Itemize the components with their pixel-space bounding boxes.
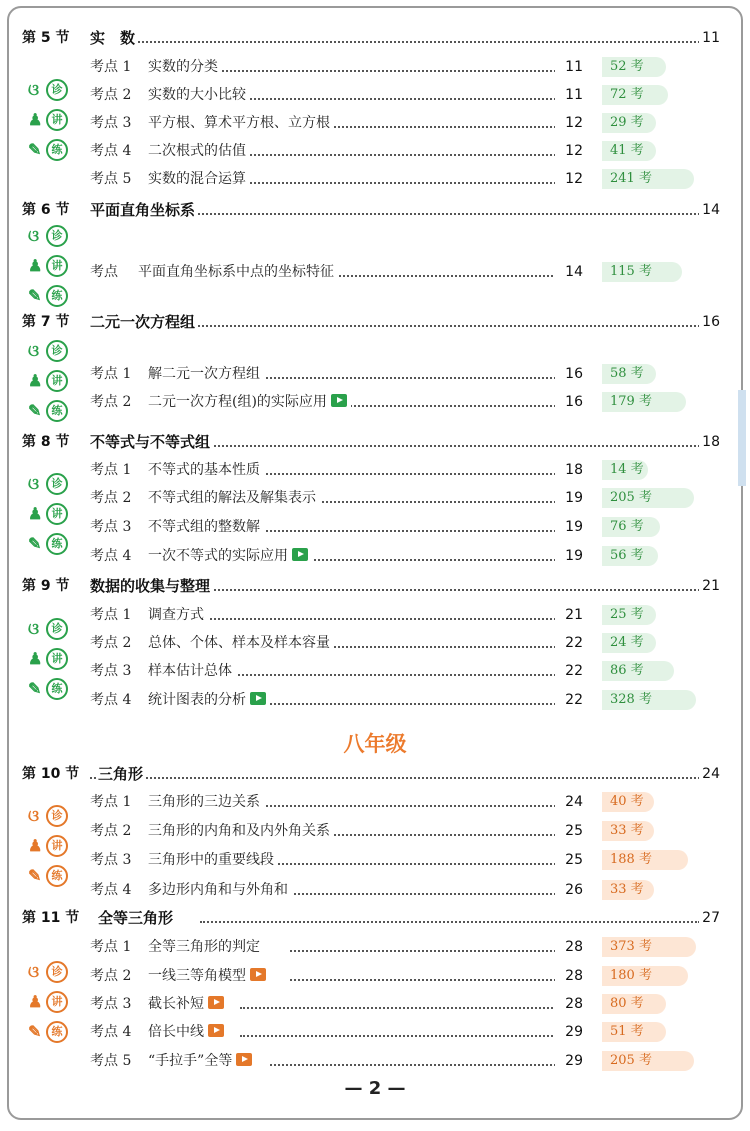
item-label: 考点 4 (90, 548, 132, 564)
section-page: 21 (699, 575, 720, 597)
section-number: 第 6 节 (22, 202, 70, 218)
lecture-icon[interactable] (26, 367, 70, 397)
study-icons (26, 615, 70, 705)
icon-glyph: ♟ (28, 649, 43, 668)
exam-count-badge: 72 考 (602, 85, 668, 105)
item-page: 29 (555, 1050, 583, 1072)
toc-item[interactable] (0, 56, 750, 78)
item-title: 样本估计总体 (148, 660, 236, 682)
item-label: 考点 2 (90, 394, 132, 410)
icon-glyph: ♟ (28, 992, 43, 1011)
section-5-heading[interactable] (0, 27, 750, 49)
item-page: 11 (555, 56, 583, 78)
icon-label: 练 (46, 285, 68, 307)
item-title-text: 截长补短 (148, 996, 204, 1012)
item-label: 考点 1 (90, 59, 132, 75)
video-play-icon[interactable] (292, 548, 308, 561)
icon-glyph: ଓ (28, 619, 40, 638)
icon-label: 诊 (46, 618, 68, 640)
item-title: 多边形内角和与外角和 (148, 879, 292, 901)
item-title-text: 二元一次方程(组)的实际应用 (148, 394, 327, 410)
video-play-icon[interactable] (331, 394, 347, 407)
item-title: 实数的分类 (148, 56, 222, 78)
item-title: 二次根式的估值 (148, 140, 250, 162)
item-label: 考点 1 (90, 366, 132, 382)
item-title: 不等式组的解法及解集表示 (148, 487, 320, 509)
item-label: 考点 2 (90, 490, 132, 506)
exam-count-badge: 58 考 (602, 364, 656, 384)
leader-dots (90, 777, 700, 779)
toc-item[interactable] (0, 936, 750, 958)
section-6-heading[interactable] (0, 199, 750, 221)
video-play-icon[interactable] (236, 1053, 252, 1066)
section-page: 16 (699, 311, 720, 333)
icon-glyph: ♟ (28, 371, 43, 390)
leader-dots (240, 1007, 560, 1009)
item-page: 25 (555, 820, 583, 842)
item-label: 考点 1 (90, 462, 132, 478)
item-page: 22 (555, 660, 583, 682)
item-title: 全等三角形的判定 (148, 936, 264, 958)
toc-item[interactable] (0, 660, 750, 682)
section-10-heading[interactable] (0, 763, 750, 785)
toc-item[interactable] (0, 879, 750, 901)
item-label: 考点 5 (90, 171, 132, 187)
section-title: 实 数 (90, 27, 138, 49)
exam-count-badge: 33 考 (602, 880, 654, 900)
item-page: 12 (555, 140, 583, 162)
item-title: 不等式的基本性质 (148, 459, 264, 481)
item-title (148, 545, 312, 567)
practice-icon[interactable] (26, 397, 70, 427)
toc-item[interactable] (0, 261, 750, 283)
item-title: 总体、个体、样本及样本容量 (148, 632, 334, 654)
leader-dots (90, 41, 700, 43)
toc-item[interactable] (0, 1050, 750, 1072)
item-label: 考点 4 (90, 143, 132, 159)
item-page: 12 (555, 112, 583, 134)
item-title: 解二元一次方程组 (148, 363, 264, 385)
icon-label: 练 (46, 139, 68, 161)
diagnose-icon[interactable] (26, 337, 70, 367)
section-number: 第 5 节 (22, 30, 70, 46)
diagnose-icon[interactable] (26, 802, 70, 832)
section-7-heading[interactable] (0, 311, 750, 333)
section-page: 11 (699, 27, 720, 49)
item-title: 三角形中的重要线段 (148, 849, 278, 871)
exam-count-badge: 33 考 (602, 821, 654, 841)
toc-item[interactable] (0, 168, 750, 190)
toc-item[interactable] (0, 363, 750, 385)
toc-item[interactable] (0, 962, 750, 987)
icon-label: 诊 (46, 961, 68, 983)
toc-item[interactable] (0, 689, 750, 711)
section-page: 24 (699, 763, 720, 785)
item-page: 12 (555, 168, 583, 190)
item-page: 24 (555, 791, 583, 813)
icon-label: 诊 (46, 340, 68, 362)
icon-label: 讲 (46, 503, 68, 525)
diagnose-icon[interactable] (26, 470, 70, 500)
item-title: 三角形的内角和及内外角关系 (148, 820, 334, 842)
exam-count-badge: 180 考 (602, 966, 688, 986)
video-play-icon[interactable] (208, 1024, 224, 1037)
item-label: 考点 3 (90, 519, 132, 535)
video-play-icon[interactable] (250, 692, 266, 705)
section-page: 27 (699, 907, 720, 929)
toc-item[interactable] (0, 791, 750, 813)
item-page: 28 (555, 965, 583, 987)
lecture-icon[interactable] (26, 252, 70, 282)
section-number: 第 9 节 (22, 578, 70, 594)
toc-item[interactable] (0, 487, 750, 509)
item-page: 19 (555, 487, 583, 509)
item-title: 三角形的三边关系 (148, 791, 264, 813)
section-title: 二元一次方程组 (90, 311, 198, 333)
icon-label: 练 (46, 865, 68, 887)
item-page: 28 (555, 936, 583, 958)
section-title: 平面直角坐标系 (90, 199, 198, 221)
item-label: 考点 3 (90, 663, 132, 679)
item-title (148, 1050, 256, 1072)
exam-count-badge: 41 考 (602, 141, 656, 161)
section-number: 第 10 节 (22, 766, 80, 782)
diagnose-icon[interactable] (26, 222, 70, 252)
icon-glyph: ✎ (28, 534, 42, 553)
item-label: 考点 1 (90, 794, 132, 810)
icon-glyph: ♟ (28, 836, 43, 855)
item-page: 14 (555, 261, 583, 283)
exam-count-badge: 205 考 (602, 488, 694, 508)
item-title: 平面直角坐标系中点的坐标特征 (138, 261, 338, 283)
icon-label: 诊 (46, 79, 68, 101)
lecture-icon[interactable] (26, 988, 70, 1018)
item-label: 考点 3 (90, 996, 132, 1012)
toc-item[interactable] (0, 84, 750, 106)
section-8-heading[interactable] (0, 431, 750, 453)
icon-glyph: ✎ (28, 679, 42, 698)
exam-count-badge: 86 考 (602, 661, 674, 681)
item-page: 29 (555, 1021, 583, 1043)
exam-count-badge: 52 考 (602, 57, 666, 77)
icon-glyph: ଓ (28, 341, 40, 360)
item-page: 16 (555, 363, 583, 385)
item-label: 考点 3 (90, 115, 132, 131)
item-title-text: 统计图表的分析 (148, 692, 246, 708)
item-title-text: 一次不等式的实际应用 (148, 548, 288, 564)
diagnose-icon[interactable] (26, 76, 70, 106)
item-title-text: “手拉手”全等 (148, 1053, 233, 1069)
exam-count-badge: 51 考 (602, 1022, 666, 1042)
item-label: 考点 5 (90, 1053, 132, 1069)
leader-dots (150, 618, 560, 620)
icon-glyph: ✎ (28, 1022, 42, 1041)
leader-dots (290, 979, 560, 981)
item-label: 考点 1 (90, 607, 132, 623)
item-page: 25 (555, 849, 583, 871)
item-label: 考点 2 (90, 87, 132, 103)
item-page: 26 (555, 879, 583, 901)
study-icons (26, 76, 70, 166)
icon-label: 讲 (46, 370, 68, 392)
item-label: 考点 (90, 264, 118, 280)
video-play-icon[interactable] (208, 996, 224, 1009)
exam-count-badge: 373 考 (602, 937, 696, 957)
practice-icon[interactable] (26, 675, 70, 705)
item-page: 19 (555, 516, 583, 538)
toc-item[interactable] (0, 459, 750, 481)
icon-glyph: ♟ (28, 504, 43, 523)
study-icons (26, 958, 70, 1048)
icon-glyph: ✎ (28, 401, 42, 420)
practice-icon[interactable] (26, 862, 70, 892)
item-title-text: 一线三等角模型 (148, 968, 246, 984)
exam-count-badge: 328 考 (602, 690, 696, 710)
toc-item[interactable] (0, 604, 750, 626)
study-icons (26, 222, 70, 312)
toc-item[interactable] (0, 849, 750, 871)
practice-icon[interactable] (26, 282, 70, 312)
study-icons (26, 337, 70, 427)
exam-count-badge: 115 考 (602, 262, 682, 282)
item-label: 考点 2 (90, 635, 132, 651)
item-title (148, 965, 270, 987)
lecture-icon[interactable] (26, 106, 70, 136)
exam-count-badge: 241 考 (602, 169, 694, 189)
practice-icon[interactable] (26, 530, 70, 560)
icon-label: 诊 (46, 473, 68, 495)
toc-item[interactable] (0, 1021, 750, 1043)
item-label: 考点 1 (90, 939, 132, 955)
toc-item[interactable] (0, 516, 750, 538)
item-title: 调查方式 (148, 604, 208, 626)
item-title (148, 689, 270, 711)
section-number: 第 11 节 (22, 910, 80, 926)
item-title: 不等式组的整数解 (148, 516, 264, 538)
section-page: 14 (699, 199, 720, 221)
item-page: 11 (555, 84, 583, 106)
icon-glyph: ♟ (28, 256, 43, 275)
exam-count-badge: 188 考 (602, 850, 688, 870)
toc-item[interactable] (0, 993, 750, 1015)
item-page: 28 (555, 993, 583, 1015)
diagnose-icon[interactable] (26, 958, 70, 988)
section-number: 第 8 节 (22, 434, 70, 450)
leader-dots (270, 1064, 560, 1066)
section-9-heading[interactable] (0, 575, 750, 597)
leader-dots (240, 1035, 560, 1037)
leader-dots (290, 950, 560, 952)
study-icons (26, 802, 70, 892)
exam-count-badge: 80 考 (602, 994, 666, 1014)
item-label: 考点 2 (90, 823, 132, 839)
icon-label: 讲 (46, 991, 68, 1013)
item-title: 实数的混合运算 (148, 168, 250, 190)
leader-dots (200, 921, 700, 923)
video-play-icon[interactable] (250, 968, 266, 981)
section-title: 不等式与不等式组 (90, 431, 213, 453)
toc-item[interactable] (0, 112, 750, 134)
icon-glyph: ♟ (28, 110, 43, 129)
icon-label: 讲 (46, 648, 68, 670)
item-title: 实数的大小比较 (148, 84, 250, 106)
icon-label: 诊 (46, 225, 68, 247)
item-title (148, 1021, 228, 1043)
section-title: 全等三角形 (98, 907, 176, 929)
icon-label: 讲 (46, 109, 68, 131)
grade-heading: 八年级 (343, 732, 407, 756)
section-title: 数据的收集与整理 (90, 575, 213, 597)
icon-glyph: ଓ (28, 80, 40, 99)
section-title: 三角形 (98, 763, 146, 785)
item-title-text: 倍长中线 (148, 1024, 204, 1040)
item-page: 18 (555, 459, 583, 481)
diagnose-icon[interactable] (26, 615, 70, 645)
item-title: 平方根、算术平方根、立方根 (148, 112, 334, 134)
item-label: 考点 4 (90, 882, 132, 898)
icon-glyph: ଓ (28, 806, 40, 825)
item-page: 22 (555, 689, 583, 711)
icon-label: 练 (46, 400, 68, 422)
lecture-icon[interactable] (26, 645, 70, 675)
exam-count-badge: 24 考 (602, 633, 656, 653)
item-page: 21 (555, 604, 583, 626)
section-number: 第 7 节 (22, 314, 70, 330)
toc-item[interactable] (0, 545, 750, 567)
icon-label: 练 (46, 678, 68, 700)
exam-count-badge: 29 考 (602, 113, 656, 133)
item-page: 19 (555, 545, 583, 567)
item-page: 22 (555, 632, 583, 654)
exam-count-badge: 40 考 (602, 792, 654, 812)
toc-item[interactable] (0, 632, 750, 654)
icon-glyph: ✎ (28, 866, 42, 885)
practice-icon[interactable] (26, 136, 70, 166)
item-label: 考点 3 (90, 852, 132, 868)
toc-item[interactable] (0, 820, 750, 842)
item-label: 考点 4 (90, 1024, 132, 1040)
study-icons (26, 470, 70, 560)
item-page: 16 (555, 391, 583, 413)
lecture-icon[interactable] (26, 500, 70, 530)
icon-label: 讲 (46, 255, 68, 277)
icon-glyph: ✎ (28, 286, 42, 305)
item-title (148, 391, 351, 413)
item-title (148, 993, 228, 1015)
icon-glyph: ଓ (28, 474, 40, 493)
exam-count-badge: 14 考 (602, 460, 648, 480)
icon-label: 讲 (46, 835, 68, 857)
icon-label: 练 (46, 1021, 68, 1043)
exam-count-badge: 56 考 (602, 546, 658, 566)
practice-icon[interactable] (26, 1018, 70, 1048)
icon-glyph: ଓ (28, 962, 40, 981)
section-page: 18 (699, 431, 720, 453)
icon-label: 练 (46, 533, 68, 555)
section-11-heading[interactable] (0, 907, 750, 929)
exam-count-badge: 179 考 (602, 392, 686, 412)
exam-count-badge: 76 考 (602, 517, 660, 537)
icon-label: 诊 (46, 805, 68, 827)
exam-count-badge: 205 考 (602, 1051, 694, 1071)
item-label: 考点 2 (90, 968, 132, 984)
exam-count-badge: 25 考 (602, 605, 656, 625)
icon-glyph: ✎ (28, 140, 42, 159)
toc-item[interactable] (0, 140, 750, 162)
item-label: 考点 4 (90, 692, 132, 708)
toc-item[interactable] (0, 391, 750, 413)
page-number: — 2 — (344, 1078, 406, 1099)
lecture-icon[interactable] (26, 832, 70, 862)
icon-glyph: ଓ (28, 226, 40, 245)
